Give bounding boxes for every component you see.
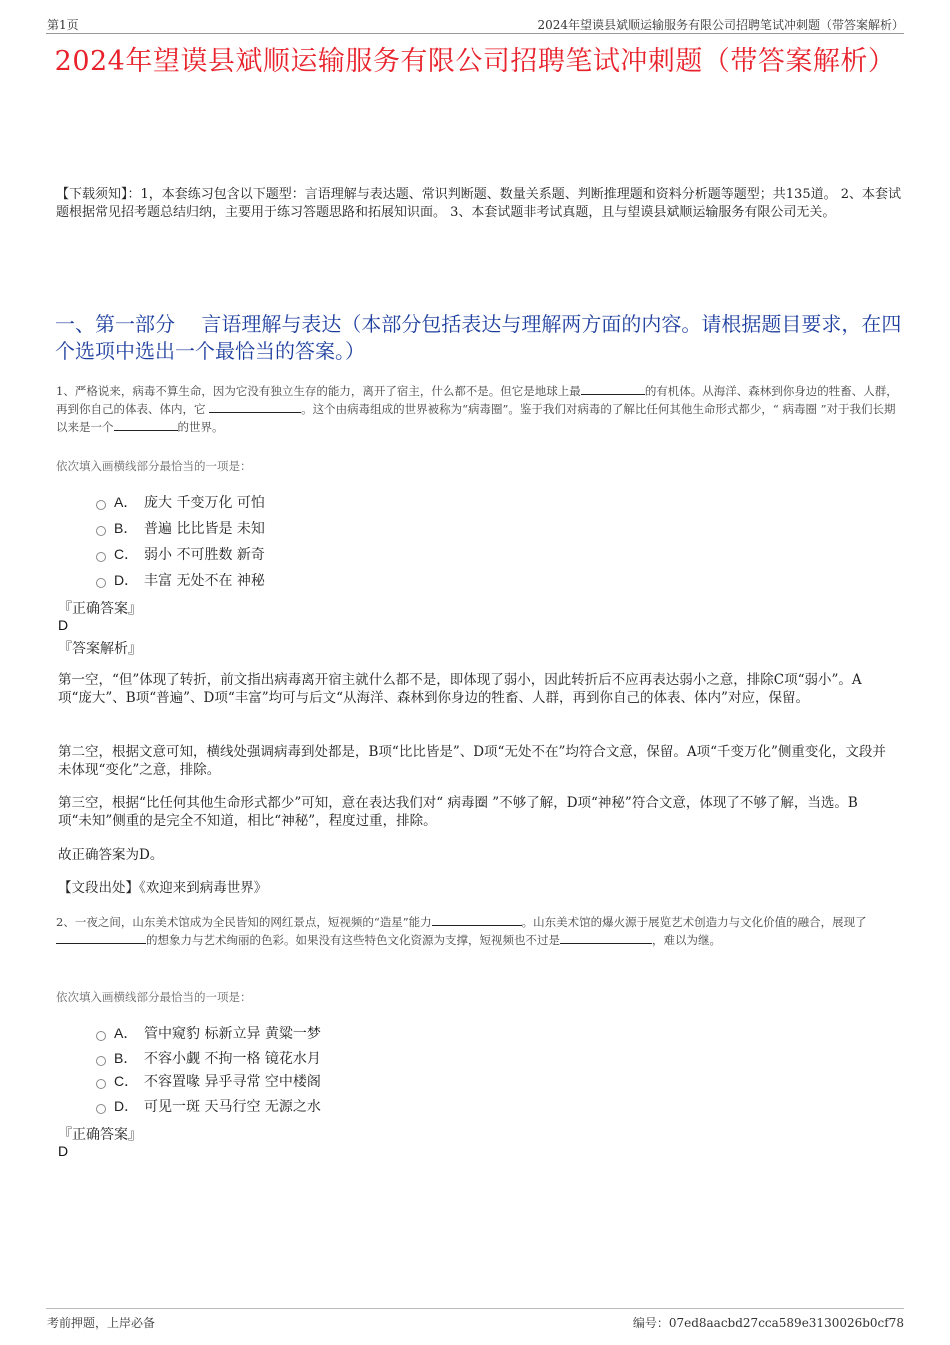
option-text: 丰富 无处不在 神秘 [144,573,265,589]
question-1-stem [56,382,904,436]
q2-option-b[interactable] [96,1048,321,1068]
download-notice: 【下载须知】：1，本套练习包含以下题型：言语理解与表达题、常识判断题、数量关系题、判断推理题和资料分析题等题型；共135道。 2、本套试题根据常见招考题总结归纳，主要用于练习答题思路和拓展知识面。 3、本套试题非考试真题，且与望谟县斌顺运输服务有限公司无关。 [56,187,901,220]
page-number: 第1页 [47,18,79,32]
radio-icon[interactable] [96,1079,106,1089]
radio-icon[interactable] [96,1031,106,1041]
radio-icon[interactable] [96,526,106,536]
question-2-stem [56,913,904,949]
option-text: 庞大 千变万化 可怕 [144,495,265,511]
fill-blank-1 [581,382,645,395]
question-1-text-b: 的有机体。从海洋、森林到你身边的牲畜、人群，再到你自己的体表、体内，它 [56,384,898,416]
fill-blank-3 [114,418,178,431]
radio-icon[interactable] [96,500,106,510]
analysis-paragraph-3: 第三空，根据“比任何其他生命形式都少”可知，意在表达我们对“ 病毒圈 ”不够了解，D项“神秘”符合文意，体现了不够了解，当选。B项“未知”侧重的是完全不知道，相比“神秘”，程度过重，排除。 [58,795,858,829]
question-2-text-d: ，难以为继。 [652,933,721,947]
question-2-text-b: 。山东美术馆的爆火源于展览艺术创造力与文化价值的融合，展现了 [521,915,867,929]
page-title: 2024年望谟县斌顺运输服务有限公司招聘笔试冲刺题（带答案解析） [54,46,896,77]
option-letter: D． [114,572,139,588]
answer-value: D [58,1143,69,1159]
question-1-text-a: 1、严格说来，病毒不算生命，因为它没有独立生存的能力，离开了宿主，什么都不是。但它是地球上最 [56,384,581,398]
footer-divider [46,1308,904,1309]
q2-option-d[interactable] [96,1096,321,1116]
analysis-label: 『答案解析』 [58,641,142,657]
option-text: 不容置喙 异乎寻常 空中楼阁 [144,1074,321,1090]
option-letter: B． [114,520,138,536]
fill-blank-2 [56,931,146,944]
analysis-paragraph-1: 第一空，“但”体现了转折，前文指出病毒离开宿主就什么都不是，即体现了弱小，因此转折后不应再表达弱小之意，排除C项“弱小”。A项“庞大”、B项“普遍”、D项“丰富”均可与后文“从海洋、森林到你身边的牲畜、人群，再到你自己的体表、体内”对应，保留。 [58,672,862,706]
question-2-text-c: 的想象力与艺术绚丽的色彩。如果没有这些特色文化资源为支撑，短视频也不过是 [146,933,560,947]
radio-icon[interactable] [96,552,106,562]
question-2-text-a: 2、一夜之间，山东美术馆成为全民皆知的网红景点，短视频的“造星”能力 [56,915,432,929]
analysis-conclusion: 故正确答案为D。 [58,847,164,863]
header-doc-title: 2024年望谟县斌顺运输服务有限公司招聘笔试冲刺题（带答案解析） [537,18,904,32]
question-2-instruction: 依次填入画横线部分最恰当的一项是： [56,990,252,1004]
option-letter: D． [114,1098,139,1114]
option-text: 普遍 比比皆是 未知 [144,521,265,537]
answer-value: D [58,617,69,633]
radio-icon[interactable] [96,578,106,588]
q1-option-b[interactable] [96,518,265,538]
option-text: 不容小觑 不拘一格 镜花水月 [144,1051,321,1067]
option-letter: C． [114,546,139,562]
footer-slogan: 考前押题，上岸必备 [47,1316,156,1330]
answer-label: 『正确答案』 [58,601,142,617]
q2-option-a[interactable] [96,1023,321,1043]
fill-blank-3 [560,931,652,944]
radio-icon[interactable] [96,1104,106,1114]
option-letter: A． [114,494,138,510]
header-divider [46,33,904,34]
option-letter: A． [114,1025,138,1041]
source-note: 【文段出处】《欢迎来到病毒世界》 [58,880,268,896]
option-letter: B． [114,1050,138,1066]
section-heading: 一、第一部分 言语理解与表达（本部分包括表达与理解两方面的内容。请根据题目要求，在四个选项中选出一个最恰当的答案。） [55,312,902,363]
question-1-text-c: 。这个由病毒组成的世界被称为“病毒圈”。鉴于我们对病毒的了解比任何其他生命形式都少，“ 病毒圈 ”对于我们长期以来是一个 [56,402,896,434]
option-text: 管中窥豹 标新立异 黄粱一梦 [144,1026,321,1042]
question-1-text-d: 的世界。 [177,420,224,434]
radio-icon[interactable] [96,1056,106,1066]
analysis-paragraph-2: 第二空，根据文意可知，横线处强调病毒到处都是，B项“比比皆是”、D项“无处不在”均符合文意，保留。A项“千变万化”侧重变化，文段并未体现“变化”之意，排除。 [58,744,886,778]
q2-option-c[interactable] [96,1071,321,1091]
answer-label: 『正确答案』 [58,1127,142,1143]
option-text: 可见一斑 天马行空 无源之水 [144,1099,321,1115]
footer-doc-id: 编号：07ed8aacbd27cca589e3130026b0cf78 [632,1316,904,1330]
fill-blank-1 [432,913,522,926]
option-letter: C． [114,1073,139,1089]
q1-option-d[interactable] [96,570,265,590]
q1-option-c[interactable] [96,544,265,564]
question-1-instruction: 依次填入画横线部分最恰当的一项是： [56,459,252,473]
q1-option-a[interactable] [96,492,265,512]
option-text: 弱小 不可胜数 新奇 [144,547,265,563]
fill-blank-2 [209,400,301,413]
